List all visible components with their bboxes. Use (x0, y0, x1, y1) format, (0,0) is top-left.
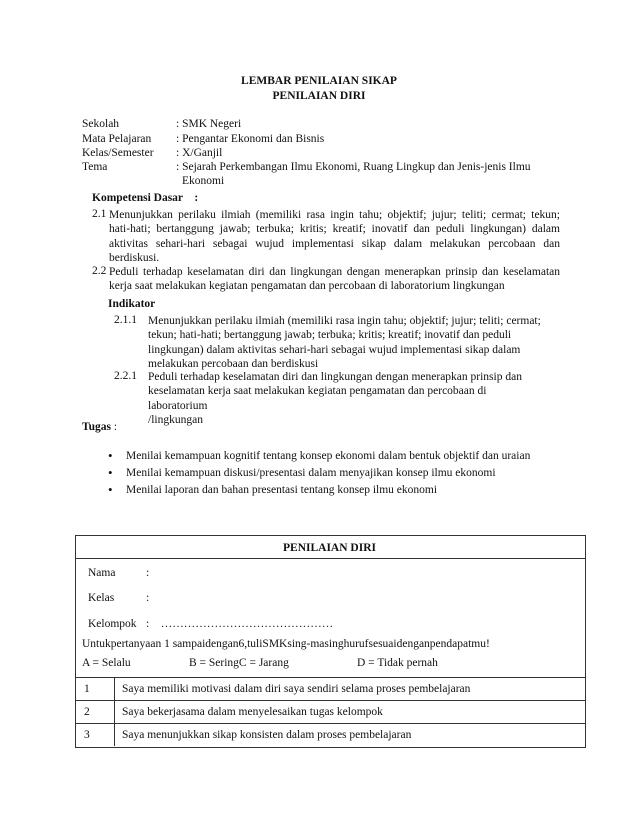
kd-text-line: Peduli terhadap keselamatan diri dan lingkungan dengan menerapkan prinsip dan keselamatan (109, 266, 560, 278)
indikator-text-line: Menunjukkan perilaku ilmiah (memiliki rasa ingin tahu; objektif; jujur; teliti; cermat; (148, 315, 541, 327)
kd-number: 2.2 (92, 265, 107, 277)
form-title: PENILAIAN DIRI (283, 542, 376, 554)
row-divider (75, 677, 585, 678)
bullet-icon: • (108, 482, 113, 497)
indikator-text-line: /lingkungan (148, 413, 203, 426)
identity-label-theme: Tema (82, 161, 108, 173)
form-divider (75, 558, 585, 559)
form-instruction: Untukpertanyaan 1 sampaidengan6,tuliSMKsing-masinghurufsesuaidenganpendapatmu! (82, 638, 490, 650)
identity-label-class: Kelas/Semester (82, 147, 154, 159)
question-text: Saya memiliki motivasi dalam diri saya sendiri selama proses pembelajaran (122, 683, 471, 695)
page-subtitle: PENILAIAN DIRI (272, 90, 366, 102)
tugas-item: Menilai laporan dan bahan presentasi tentang konsep ilmu ekonomi (126, 484, 438, 496)
bullet-icon: • (108, 465, 113, 480)
question-number: 1 (84, 683, 90, 695)
form-field-group[interactable]: : ……………………………………… (146, 618, 334, 630)
form-field-name[interactable]: : (146, 567, 150, 579)
kd-text-line: kerja saat melakukan kegiatan pengamatan dan percobaan di laboratorium lingkungan (109, 280, 505, 293)
identity-label-subject: Mata Pelajaran (82, 133, 152, 145)
scale-option-a: A = Selalu (82, 657, 131, 669)
identity-value-subject: : Pengantar Ekonomi dan Bisnis (176, 133, 325, 145)
indikator-text-line: melakukan percobaan dan berdiskusi (148, 357, 319, 370)
row-divider (75, 723, 585, 724)
kd-text-line: hati-hati; bertanggung jawab; terbuka; kritis; kreatif; inovatif dan peduli lingkungan) dalam (109, 223, 560, 236)
indikator-text-line: Peduli terhadap keselamatan diri dan lingkungan dengan menerapkan prinsip dan (148, 371, 522, 383)
kd-text-line: Menunjukkan perilaku ilmiah (memiliki rasa ingin tahu; objektif; jujur; teliti; cermat; tekun; (109, 209, 560, 221)
form-field-class[interactable]: : (146, 592, 150, 604)
indikator-text-line: tekun; hati-hati; bertanggung jawab; terbuka; kritis; kreatif; inovatif dan peduli (148, 329, 512, 342)
tugas-heading: Tugas (82, 421, 111, 433)
scale-option-bc: B = SeringC = Jarang (189, 657, 289, 669)
question-number: 3 (84, 729, 90, 741)
kd-number: 2.1 (92, 208, 107, 220)
indikator-text (148, 314, 548, 371)
kd-text-line: aktivitas sehari-hari sebagai wujud implementasi sikap dalam melakukan percobaan dan (109, 237, 560, 250)
identity-value-school: : SMK Negeri (176, 118, 242, 130)
indikator-text-line: keselamatan kerja saat melakukan kegiatan pengamatan dan percobaan di laboratorium (148, 385, 487, 412)
bullet-icon: • (108, 448, 113, 463)
indikator-text (148, 370, 548, 427)
form-field-label-class: Kelas (88, 592, 115, 604)
identity-value-theme-cont: Ekonomi (182, 175, 225, 187)
form-field-label-name: Nama (88, 567, 116, 579)
tugas-item: Menilai kemampuan kognitif tentang konsep ekonomi dalam bentuk objektif dan uraian (126, 450, 531, 462)
page-title: LEMBAR PENILAIAN SIKAP (241, 75, 397, 87)
question-number: 2 (84, 706, 90, 718)
scale-option-d: D = Tidak pernah (357, 657, 438, 669)
kd-text (109, 208, 560, 265)
indikator-text-line: lingkungan) dalam aktivitas sehari-hari sebagai wujud implementasi sikap dalam (148, 343, 521, 356)
tugas-item: Menilai kemampuan diskusi/presentasi dalam menyajikan konsep ilmu ekonomi (126, 467, 496, 479)
question-text: Saya bekerjasama dalam menyelesaikan tugas kelompok (122, 706, 383, 718)
tugas-colon: : (113, 421, 118, 433)
identity-value-class: : X/Ganjil (176, 147, 223, 159)
kd-text-line: berdiskusi. (109, 251, 160, 264)
identity-value-theme: : Sejarah Perkembangan Ilmu Ekonomi, Ruang Lingkup dan Jenis-jenis Ilmu (176, 161, 531, 173)
row-column-divider (114, 677, 115, 746)
kd-heading: Kompetensi Dasar : (92, 192, 199, 204)
question-text: Saya menunjukkan sikap konsisten dalam proses pembelajaran (122, 729, 412, 741)
indikator-heading: Indikator (108, 298, 156, 310)
indikator-number: 2.1.1 (114, 314, 137, 326)
indikator-number: 2.2.1 (114, 370, 137, 382)
tugas-heading-wrap (82, 421, 117, 433)
identity-label-school: Sekolah (82, 118, 120, 130)
kd-text (109, 265, 560, 294)
row-divider (75, 700, 585, 701)
form-field-label-group: Kelompok (88, 618, 137, 630)
